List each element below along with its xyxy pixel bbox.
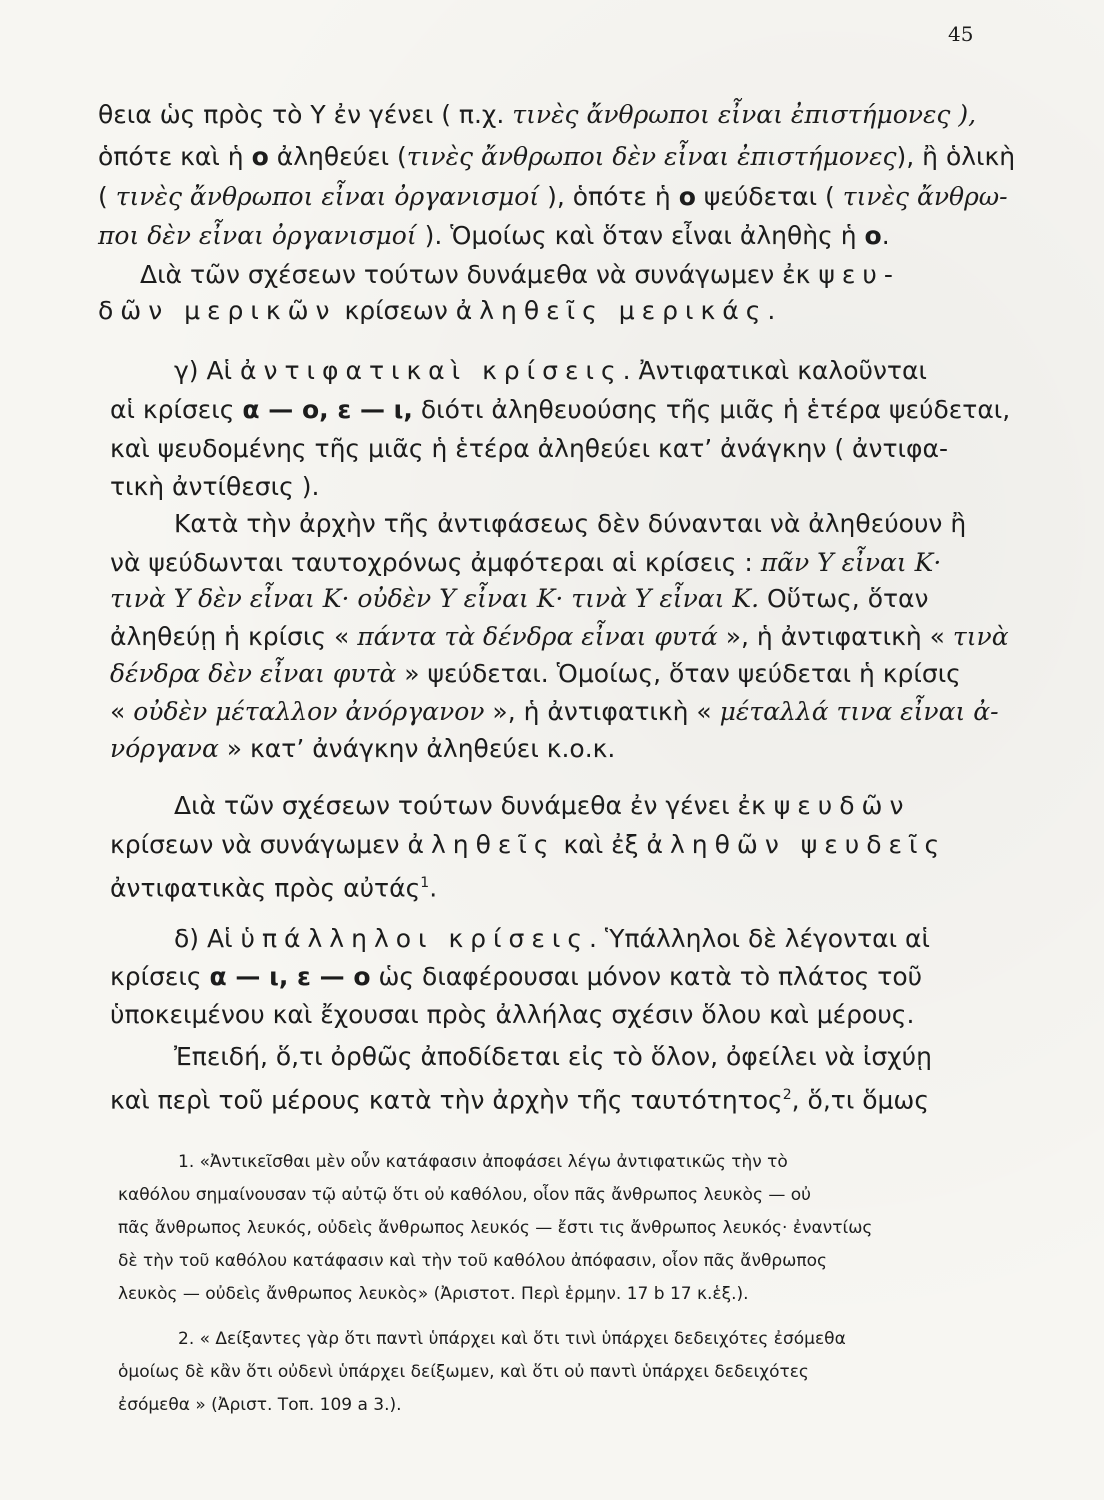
text: », ἡ ἀντιφατικὴ « — [484, 697, 720, 726]
text-line — [110, 622, 1009, 652]
text-line — [174, 924, 990, 954]
italic-text: νόργανα — [110, 734, 219, 763]
footnote-line: λευκὸς — οὐδεὶς ἄνθρωπος λευκὸς» (Ἀριστοτ. Περὶ ἑρμην. 17 b 17 κ.ἑξ.). — [118, 1284, 749, 1304]
spaced-text: ἀληθεῖς μερικάς. — [455, 296, 783, 325]
text: . — [881, 221, 890, 250]
page-number: 45 — [948, 22, 974, 46]
footnote-line: δὲ τὴν τοῦ καθόλου κατάφασιν καὶ τὴν τοῦ καθόλου ἀπόφασιν, οἷον πᾶς ἄνθρωπος — [118, 1251, 828, 1271]
text-line: τικὴ ἀντίθεσις ). — [110, 472, 320, 501]
text: νὰ ψεύδωνται ταυτοχρόνως ἀμφότεραι αἱ κρίσεις : — [110, 548, 761, 577]
spaced-text: ἀληθῶν ψευδεῖς — [646, 830, 947, 859]
footnote-line: 2. « Δείξαντες γὰρ ὅτι παντὶ ὑπάρχει καὶ ὅτι τινὶ ὑπάρχει δεδειχότες ἐσόμεθα — [178, 1329, 846, 1349]
spaced-text: ὑπάλληλοι κρίσεις — [240, 924, 589, 953]
text-line — [110, 1080, 990, 1115]
text: », ἡ ἀντιφατικὴ « — [717, 622, 953, 651]
spaced-text: ἀντιφατικαὶ κρίσεις — [240, 356, 623, 385]
spaced-text: ψευ- — [818, 260, 900, 289]
text: ). Ὁμοίως καὶ ὅταν εἶναι ἀληθὴς ἡ — [416, 221, 865, 250]
bold-text: α — ι, ε — ο — [209, 962, 371, 991]
text: ψεύδεται ( — [695, 182, 843, 211]
footnote-ref: 1 — [420, 875, 430, 891]
text-line — [110, 962, 990, 992]
text-line — [110, 548, 990, 578]
text-line — [98, 142, 1016, 172]
italic-text: μέταλλά τινα εἶναι ἀ- — [719, 697, 999, 726]
text: Οὕτως, ὅταν — [759, 584, 929, 613]
italic-text: οὐδὲν μέταλλον ἀνόργανον — [133, 697, 485, 726]
text: ἀληθεύει ( — [268, 142, 407, 171]
text-line: καὶ ψευδομένης τῆς μιᾶς ἡ ἑτέρα ἀληθεύει κατ’ ἀνάγκην ( ἀντιφα- — [110, 434, 949, 463]
text-line — [98, 100, 990, 130]
text: ἀντιφατικὰς πρὸς αὐτάς — [110, 873, 421, 903]
text-line — [110, 697, 999, 727]
text: « — [110, 697, 134, 726]
text-line — [110, 868, 990, 903]
text: ὁπότε καὶ ἡ — [98, 142, 252, 171]
italic-text: δένδρα δὲν εἶναι φυτὰ — [110, 659, 397, 688]
bold-text: ο — [864, 221, 882, 250]
spaced-text: ἀληθεῖς — [407, 830, 556, 859]
text-line: Κατὰ τὴν ἀρχὴν τῆς ἀντιφάσεως δὲν δύνανται νὰ ἀληθεύουν ἢ — [174, 509, 967, 538]
text-line — [174, 791, 990, 821]
text-line — [98, 296, 990, 326]
text: καὶ ἐξ — [555, 830, 647, 859]
text: αἱ κρίσεις — [110, 395, 243, 424]
spaced-text: ψευδῶν — [773, 791, 911, 820]
text: ὡς διαφέρουσαι μόνον κατὰ τὸ πλάτος τοῦ — [370, 962, 923, 991]
text: Διὰ τῶν σχέσεων τούτων δυνάμεθα ἐν γένει ἐκ — [174, 791, 774, 820]
italic-text: τινὲς ἄνθρωποι εἶναι ἐπιστήμονες ), — [512, 100, 977, 129]
text-line — [110, 584, 990, 614]
bold-text: ο — [251, 142, 269, 171]
text: » ψεύδεται. Ὁμοίως, ὅταν ψεύδεται ἡ κρίσις — [396, 659, 961, 688]
text-line — [110, 830, 990, 860]
text: δ) Αἱ — [174, 924, 241, 953]
text: . Ἀντιφατικαὶ καλοῦνται — [622, 356, 927, 385]
text: ), ὁπότε ἡ — [539, 182, 679, 211]
italic-text: τινὰ — [952, 622, 1009, 651]
text-line — [110, 734, 990, 764]
text: ἀληθεύῃ ἡ κρίσις « — [110, 622, 358, 651]
italic-text: τινὲς ἄνθρωποι δὲν εἶναι ἐπιστήμονες — [406, 142, 897, 171]
footnote-line: ἐσόμεθα » (Ἀριστ. Τοπ. 109 a 3.). — [118, 1395, 402, 1415]
text-line — [98, 221, 990, 251]
text: θεια ὡς πρὸς τὸ Υ ἐν γένει ( π.χ. — [98, 100, 513, 129]
text-line — [110, 659, 990, 689]
italic-text: πάντα τὰ δένδρα εἶναι φυτά — [357, 622, 718, 651]
text: κρίσεων — [336, 296, 456, 325]
text: ), ἢ ὁλικὴ — [896, 142, 1016, 171]
italic-text: πᾶν Υ εἶναι Κ· — [760, 548, 942, 577]
text-line — [110, 395, 1011, 425]
text: κρίσεις — [110, 962, 210, 991]
text: , ὅ,τι ὅμως — [791, 1085, 930, 1115]
text-line — [174, 356, 990, 386]
text: . Ὑπάλληλοι δὲ λέγονται αἱ — [589, 924, 930, 953]
footnote-ref: 2 — [782, 1087, 792, 1103]
italic-text: ποι δὲν εἶναι ὀργανισμοί — [98, 221, 417, 250]
text: καὶ περὶ τοῦ μέρους κατὰ τὴν ἀρχὴν τῆς ταυτότητος — [110, 1085, 783, 1115]
footnote-line: ὁμοίως δὲ κἂν ὅτι οὐδενὶ ὑπάρχει δείξωμεν, καὶ ὅτι οὐ παντὶ ὑπάρχει δεδειχότες — [118, 1362, 809, 1382]
text-line: ὑποκειμένου καὶ ἔχουσαι πρὸς ἀλλήλας σχέσιν ὅλου καὶ μέρους. — [110, 1000, 915, 1029]
italic-text: τινὲς ἄνθρωποι εἶναι ὀργανισμοί — [115, 182, 540, 211]
text-line — [140, 260, 990, 290]
footnote-line: 1. «Ἀντικεῖσθαι μὲν οὖν κατάφασιν ἀποφάσει λέγω ἀντιφατικῶς τὴν τὸ — [178, 1152, 788, 1172]
bold-text: ο — [678, 182, 696, 211]
text: ( — [98, 182, 116, 211]
text: » κατ’ ἀνάγκην ἀληθεύει κ.ο.κ. — [218, 734, 616, 763]
text: γ) Αἱ — [174, 356, 241, 385]
footnote-line: καθόλου σημαίνουσαν τῷ αὐτῷ ὅτι οὐ καθόλου, οἷον πᾶς ἄνθρωπος λευκὸς — οὐ — [118, 1185, 811, 1205]
italic-text: τινὰ Υ δὲν εἶναι Κ· οὐδὲν Υ εἶναι Κ· τινὰ Υ εἶναι Κ. — [110, 584, 760, 613]
text-line: Ἐπειδή, ὅ,τι ὀρθῶς ἀποδίδεται εἰς τὸ ὅλον, ὀφείλει νὰ ἰσχύῃ — [174, 1042, 932, 1071]
text-line — [98, 182, 1008, 212]
spaced-text: δῶν μερικῶν — [98, 296, 337, 325]
text: Διὰ τῶν σχέσεων τούτων δυνάμεθα νὰ συνάγωμεν ἐκ — [140, 260, 819, 289]
italic-text: τινὲς ἄνθρω- — [842, 182, 1008, 211]
bold-text: α — ο, ε — ι, — [242, 395, 413, 424]
text: διότι ἀληθευούσης τῆς μιᾶς ἡ ἑτέρα ψεύδεται, — [412, 395, 1011, 424]
text: κρίσεων νὰ συνάγωμεν — [110, 830, 408, 859]
footnote-line: πᾶς ἄνθρωπος λευκός, οὐδεὶς ἄνθρωπος λευκός — ἔστι τις ἄνθρωπος λευκός· ἐναντίως — [118, 1218, 873, 1238]
text: . — [429, 873, 438, 903]
